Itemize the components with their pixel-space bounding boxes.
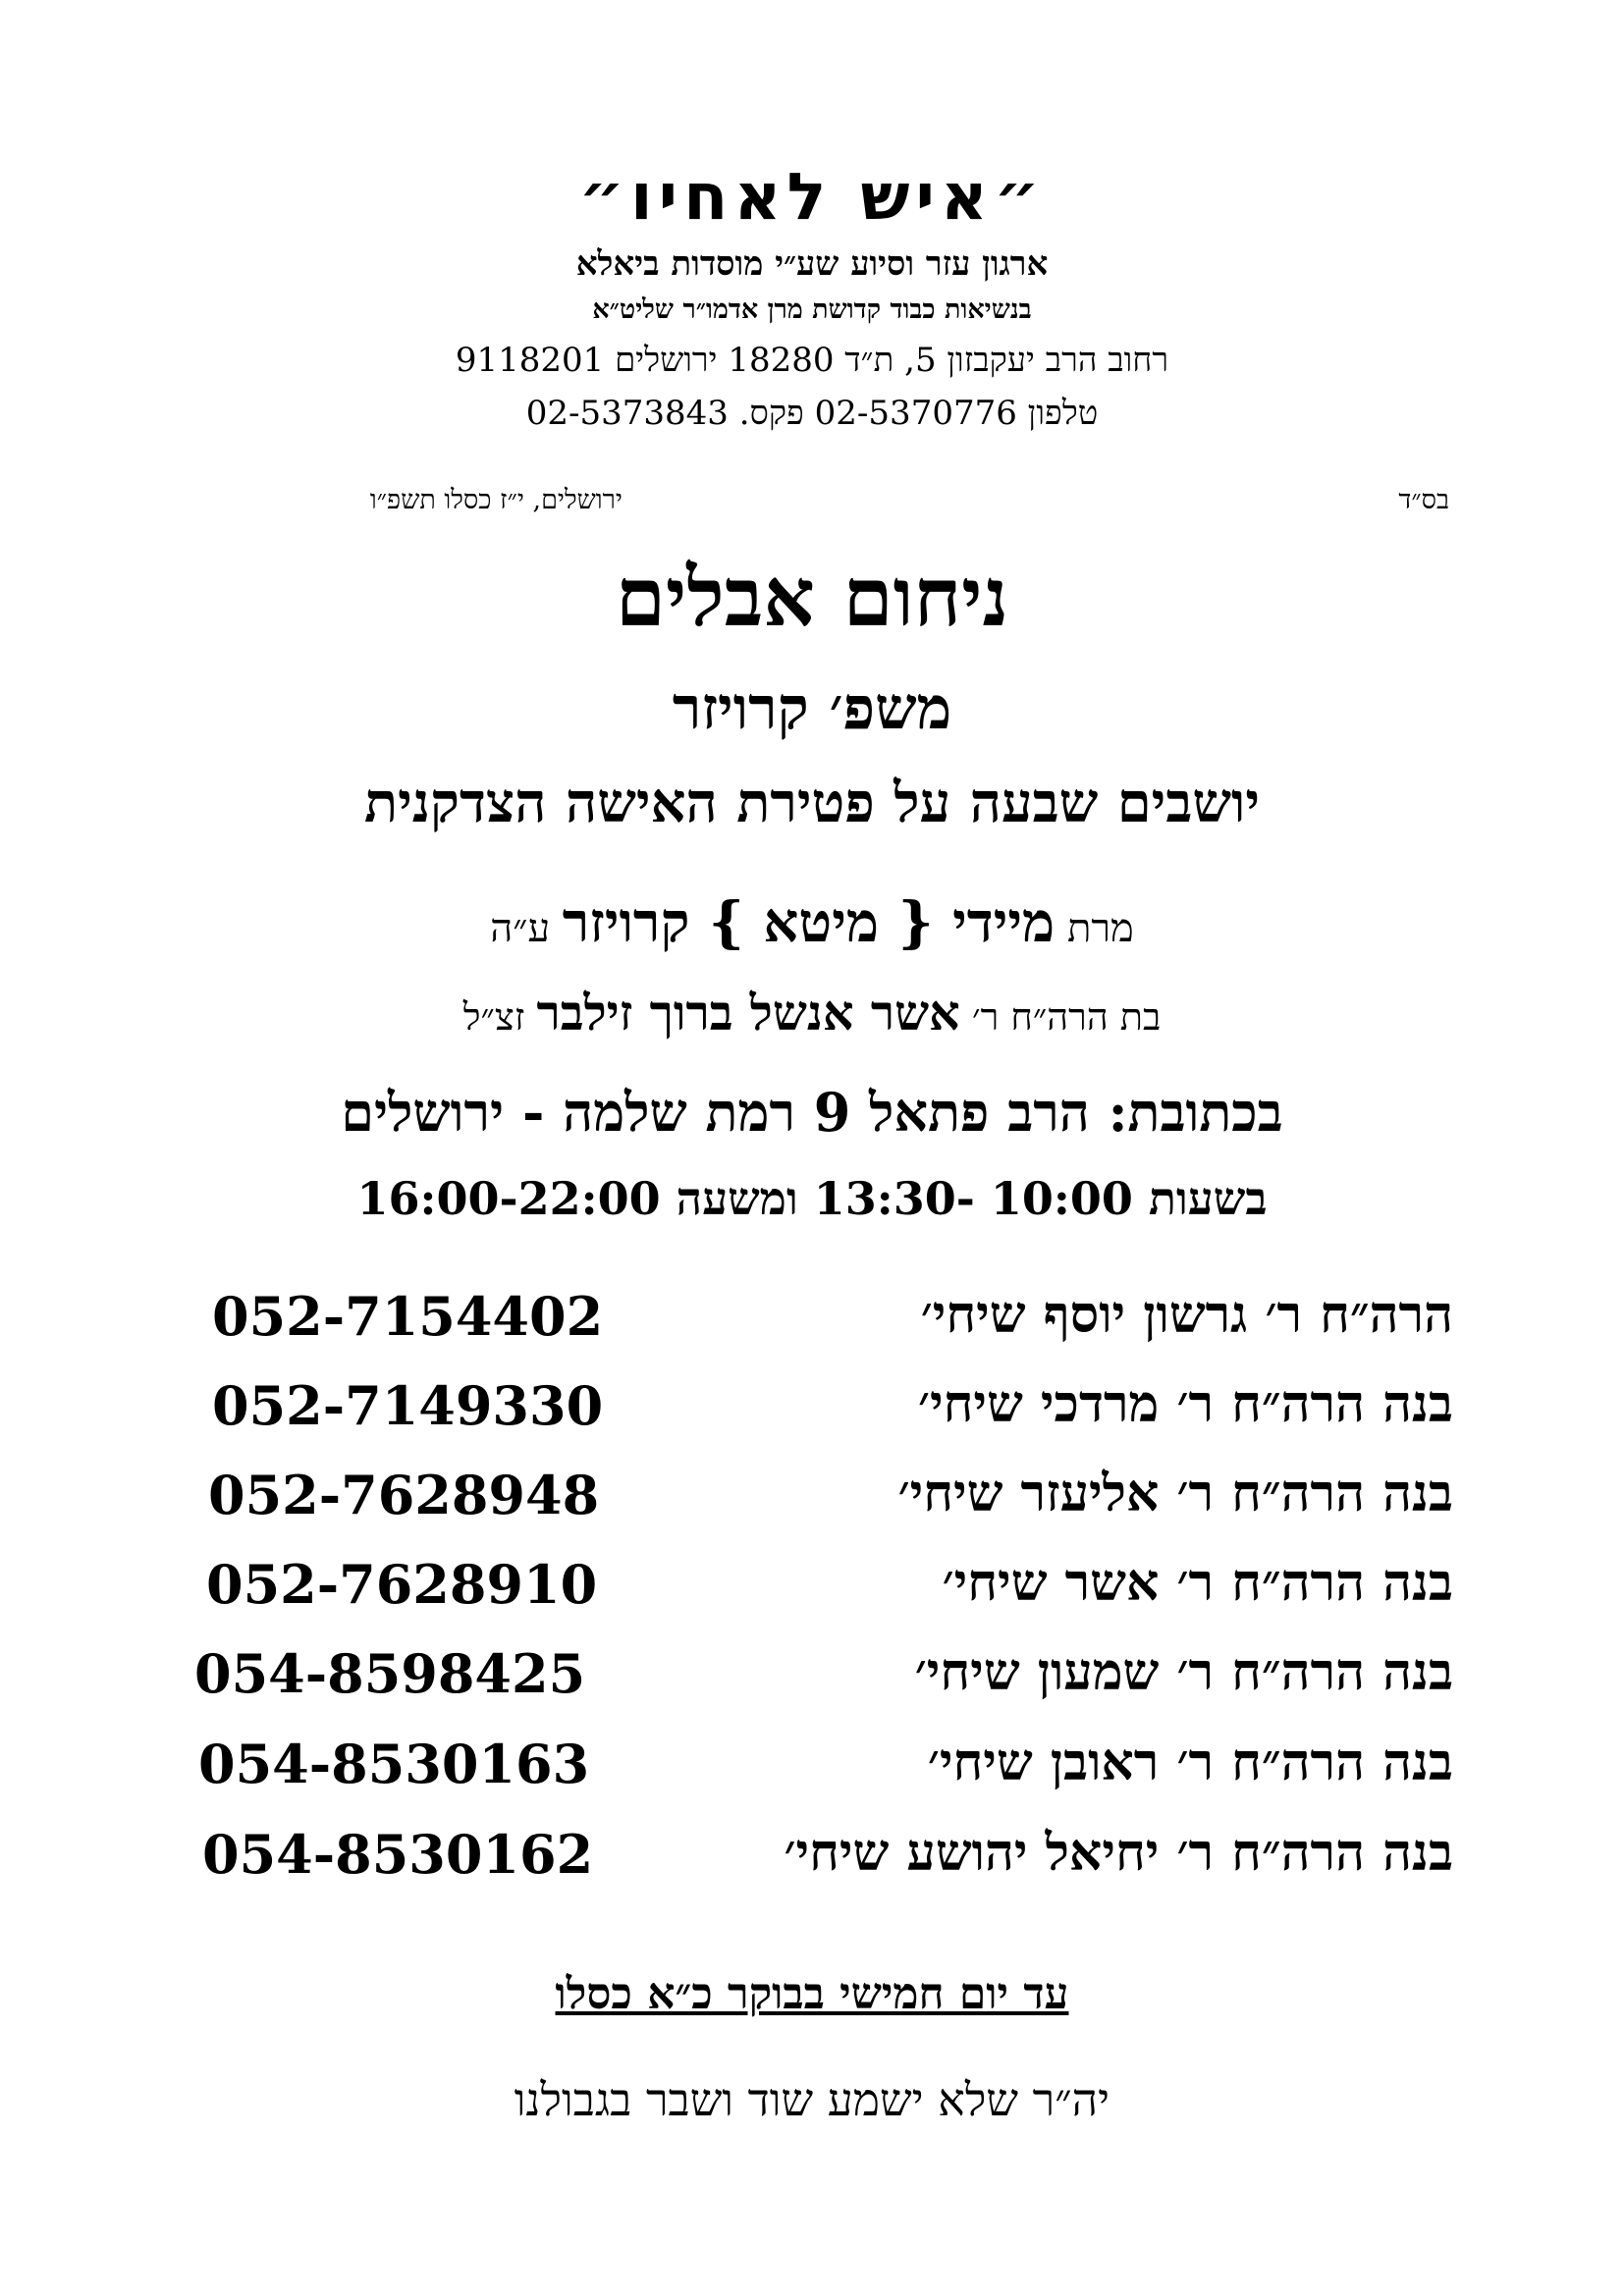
mourner-name: בנה הרה״ח ר׳ יחיאל יהושע שיחי׳ <box>784 1823 1453 1883</box>
notice-heading: ניחום אבלים <box>615 551 1009 645</box>
father-name: אשר אנשל ברוך זילבר <box>536 985 960 1041</box>
father-prefix: בת הרה״ח ר׳ <box>971 995 1162 1039</box>
mourner-name: בנה הרה״ח ר׳ שמעון שיחי׳ <box>914 1642 1453 1702</box>
bsd-mark: בס״ד <box>1398 485 1449 515</box>
organization-description: ארגון עזר וסיוע שע״י מוסדות ביאלא <box>575 244 1049 284</box>
mourner-name: בנה הרה״ח ר׳ מרדכי שיחי׳ <box>917 1374 1453 1434</box>
mourner-name: הרה״ח ר׳ גרשון יוסף שיחי׳ <box>920 1285 1453 1345</box>
mourner-phone: 054-8598425 <box>194 1642 586 1705</box>
organization-address: רחוב הרב יעקבזון 5, ת״ד 18280 ירושלים 9118201 <box>455 341 1169 380</box>
organization-patronage: בנשיאות כבוד קדושת מרן אדמו״ר שליט״א <box>592 294 1032 325</box>
organization-title: ״איש לאחיו״ <box>578 159 1046 235</box>
shiva-sentence: יושבים שבעה על פטירת האישה הצדקנית <box>363 771 1261 835</box>
visiting-hours: בשעות 10:00 -13:30 ומשעה 16:00-22:00 <box>356 1172 1268 1225</box>
mourner-phone: 052-7149330 <box>212 1374 604 1437</box>
deceased-prefix: מרת <box>1066 906 1134 951</box>
family-name: משפ׳ קרויזר <box>672 674 952 743</box>
shiva-address: בכתובת: הרב פתאל 9 רמת שלמה - ירושלים <box>341 1081 1283 1144</box>
deceased-line <box>0 890 1624 955</box>
mourner-name: בנה הרה״ח ר׳ אליעזר שיחי׳ <box>897 1464 1453 1523</box>
mourner-name: בנה הרה״ח ר׳ אשר שיחי׳ <box>942 1553 1453 1613</box>
mourner-phone: 052-7628948 <box>208 1464 600 1526</box>
mourner-phone: 052-7628910 <box>206 1553 598 1616</box>
deceased-suffix: ע״ה <box>490 906 551 951</box>
document-date: ירושלים, י״ז כסלו תשפ״ו <box>369 485 623 515</box>
deceased-father-line <box>0 985 1624 1041</box>
mourner-phone: 054-8530162 <box>202 1823 594 1886</box>
shiva-end-date: עד יום חמישי בבוקר כ״א כסלו <box>555 1969 1069 2019</box>
father-suffix: זצ״ל <box>462 995 525 1039</box>
closing-blessing: יה״ר שלא ישמע שוד ושבר בגבולנו <box>514 2073 1110 2126</box>
mourner-name: בנה הרה״ח ר׳ ראובן שיחי׳ <box>927 1733 1453 1792</box>
mourner-phone: 054-8530163 <box>198 1733 590 1795</box>
mourner-phone: 052-7154402 <box>212 1285 604 1348</box>
deceased-name: מיידי { מיטא } קרויזר <box>562 890 1056 955</box>
organization-phones: טלפון 02-5370776 פקס. 02-5373843 <box>525 394 1099 433</box>
